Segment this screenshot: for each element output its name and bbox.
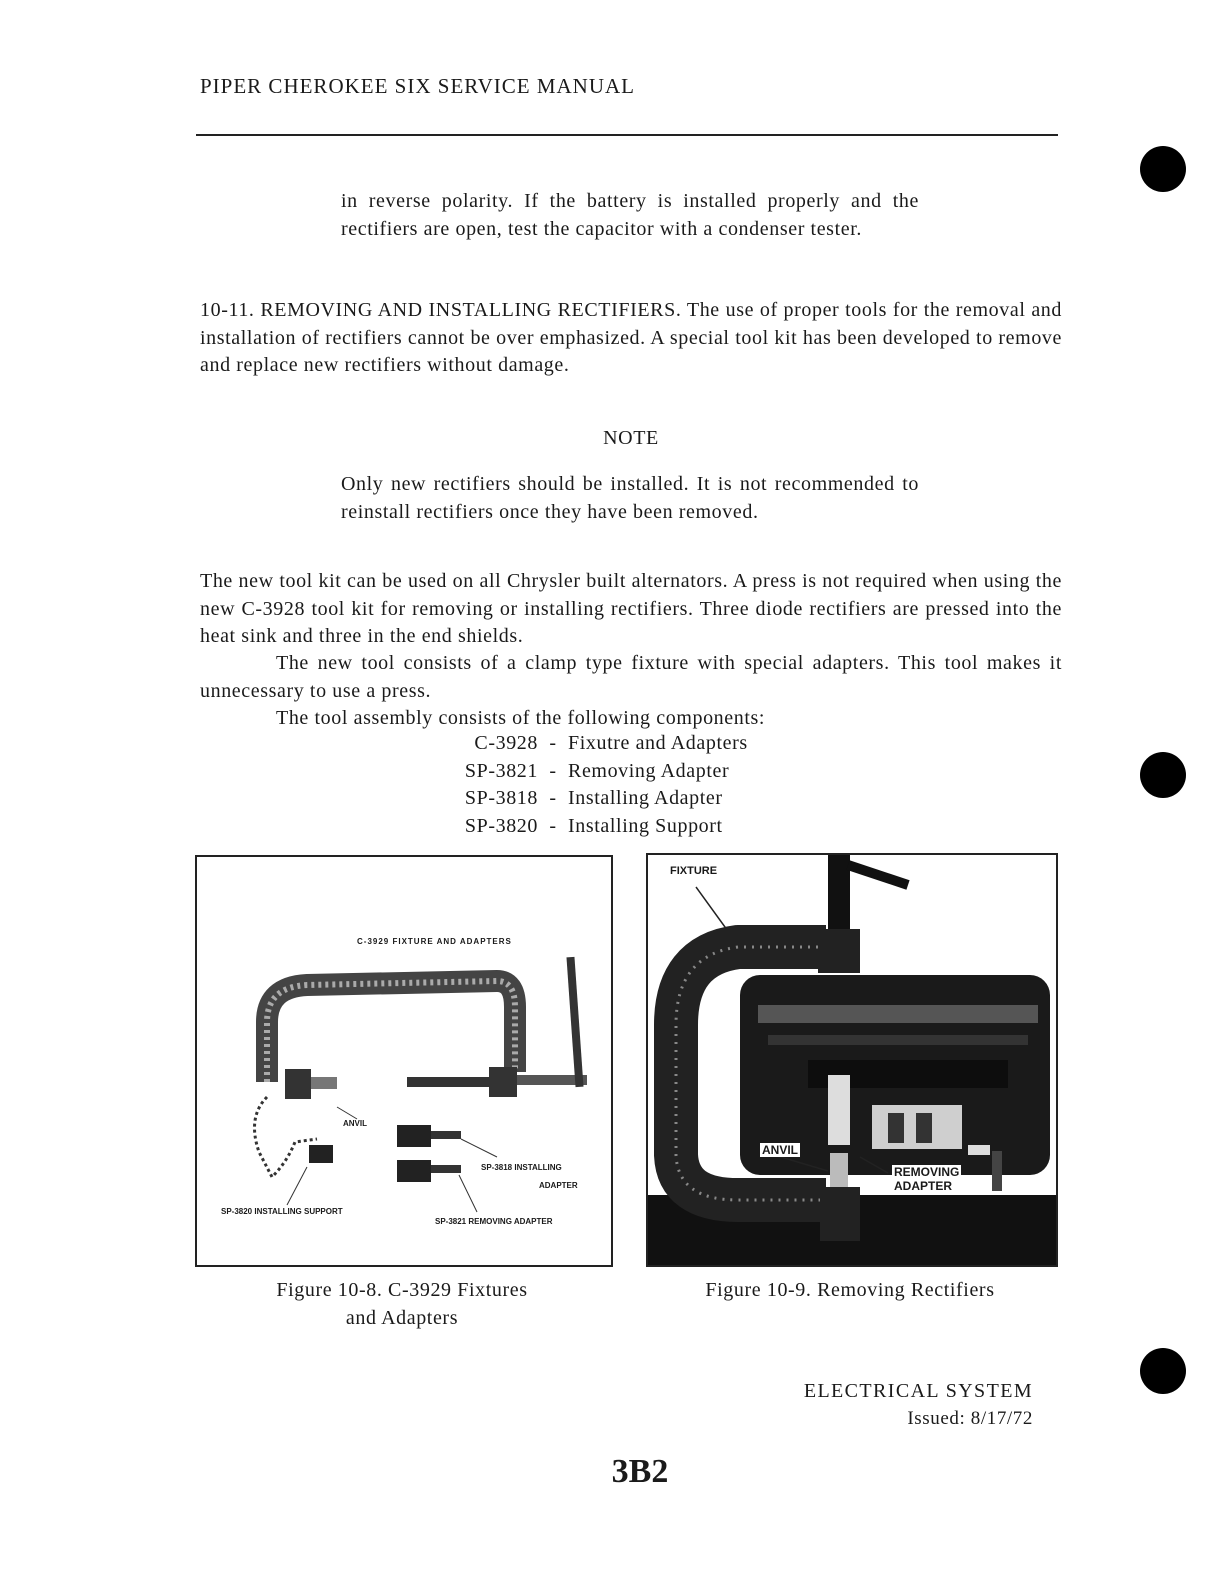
paragraph-tool-kit: The new tool kit can be used on all Chrysler built alternators. A press is not required when using the new C-3928 tool kit for removing or installing rectifiers. Three diode rectifiers are pressed into the heat sink and three in the end shields. — [200, 570, 1062, 647]
page-number: 3B2 — [611, 1453, 669, 1490]
label-fixture: FIXTURE — [670, 865, 718, 877]
binder-hole-bottom — [1140, 1348, 1186, 1394]
label-removing-adapter-line2: ADAPTER — [894, 1179, 953, 1193]
component-code: C-3928 — [474, 732, 538, 754]
label-removing-adapter: SP-3821 REMOVING ADAPTER — [435, 1217, 553, 1226]
label-fixture-and-adapters: C-3929 FIXTURE AND ADAPTERS — [357, 937, 512, 946]
component-row — [440, 758, 748, 786]
figure-10-8-caption-line2: and Adapters — [345, 1307, 459, 1329]
section-paragraph — [200, 297, 1062, 380]
component-description: Removing Adapter — [568, 759, 730, 782]
paragraph-tool-description: The new tool consists of a clamp type fixture with special adapters. This tool makes it unnecessary to use a press. — [200, 652, 1062, 702]
paragraph-components-intro: The tool assembly consists of the following components: — [276, 707, 766, 729]
section-heading: 10-11. REMOVING AND INSTALLING RECTIFIERS. — [200, 299, 682, 321]
component-description: Installing Support — [568, 814, 723, 837]
figure-10-9-caption: Figure 10-9. Removing Rectifiers — [705, 1279, 995, 1301]
component-code: SP-3821 — [464, 759, 538, 782]
label-installing-adapter-line1: SP-3818 INSTALLING — [481, 1163, 562, 1172]
header-rule — [196, 134, 1058, 136]
label-anvil: ANVIL — [762, 1143, 798, 1157]
figure-10-8-caption — [195, 1276, 609, 1332]
footer-section-name: ELECTRICAL SYSTEM — [803, 1380, 1033, 1402]
label-removing-adapter-line1: REMOVING — [894, 1165, 960, 1179]
label-removing-adapter — [892, 1165, 961, 1193]
component-code: SP-3820 — [464, 814, 538, 837]
note-text: Only new rectifiers should be installed. It is not recommended to reinstall rectifiers once they have been removed. — [341, 473, 919, 523]
label-installing-adapter-line2: ADAPTER — [539, 1181, 578, 1190]
figure-10-9-photo — [646, 853, 1058, 1267]
removing-rectifiers-illustration — [648, 855, 1056, 1265]
component-row — [440, 730, 748, 758]
components-list — [440, 730, 748, 840]
component-row — [440, 813, 748, 841]
binder-hole-top — [1140, 146, 1186, 192]
label-anvil: ANVIL — [343, 1119, 367, 1128]
component-row — [440, 785, 748, 813]
section-text: The use of proper tools for the removal and installation of rectifiers cannot be over emphasized. A special tool kit has been developed to remove and replace new rectifiers without damage. — [200, 299, 1062, 376]
component-description: Fixutre and Adapters — [568, 732, 748, 754]
figure-10-8-photo — [195, 855, 613, 1267]
intro-paragraph: in reverse polarity. If the battery is installed properly and the rectifiers are open, test the capacitor with a condenser tester. — [341, 190, 919, 240]
figure-10-8-caption-line1: Figure 10-8. C-3929 Fixtures — [276, 1279, 528, 1301]
component-separator: - — [549, 732, 557, 754]
footer-issued-date: Issued: 8/17/72 — [907, 1408, 1033, 1429]
note-title: NOTE — [603, 427, 659, 449]
label-installing-support: SP-3820 INSTALLING SUPPORT — [221, 1207, 343, 1216]
component-separator: - — [549, 787, 557, 809]
binder-hole-middle — [1140, 752, 1186, 798]
component-description: Installing Adapter — [568, 787, 723, 809]
fixture-and-adapters-illustration — [197, 857, 611, 1265]
page-header-title: PIPER CHEROKEE SIX SERVICE MANUAL — [200, 74, 636, 98]
component-separator: - — [549, 814, 557, 837]
component-code: SP-3818 — [464, 787, 538, 809]
component-separator: - — [549, 759, 557, 782]
